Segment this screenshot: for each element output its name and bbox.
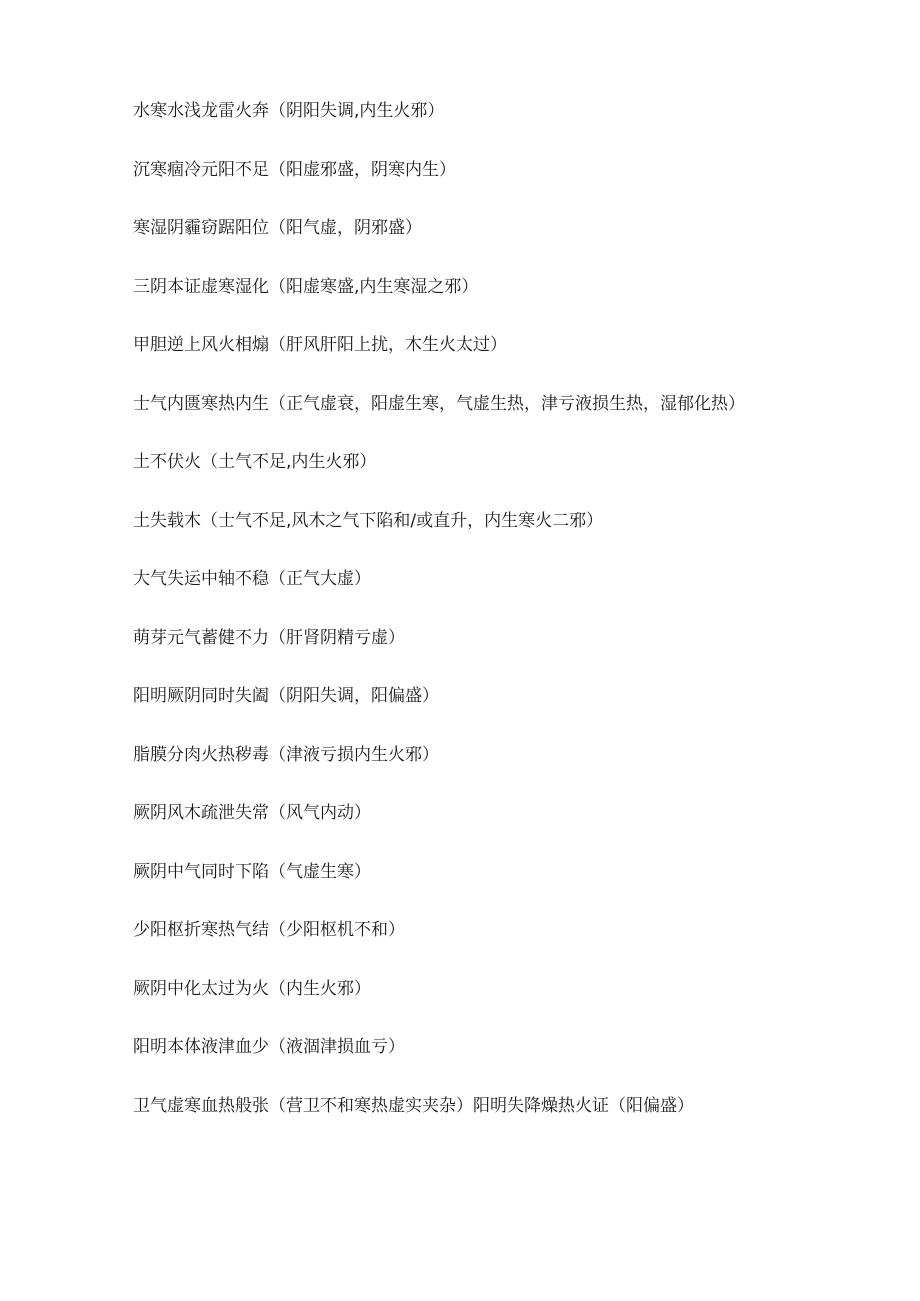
text-line: 卫气虚寒血热般张（营卫不和寒热虚实夹杂）阳明失降燥热火证（阳偏盛） — [133, 1095, 694, 1116]
text-line: 寒湿阴霾窃踞阳位（阳气虚，阴邪盛） — [133, 218, 422, 238]
text-line: 厥阴风木疏泄失常（风气内动） — [133, 803, 371, 823]
text-line: 土失载木（士气不足,风木之气下陷和/或直升，内生寒火二邪） — [133, 510, 604, 531]
text-line: 少阳枢折寒热气结（少阳枢机不和） — [133, 920, 405, 940]
text-line: 阳明厥阴同时失阖（阴阳失调，阳偏盛） — [133, 686, 439, 706]
text-line: 大气失运中轴不稳（正气大虚） — [133, 569, 371, 589]
text-line: 甲胆逆上风火相煽（肝风肝阳上扰，木生火太过） — [133, 335, 507, 355]
text-lines — [133, 98, 745, 1151]
text-line: 土不伏火（土气不足,内生火邪） — [133, 452, 377, 472]
text-line: 厥阴中气同时下陷（气虚生寒） — [133, 861, 371, 882]
text-line: 士气内匮寒热内生（正气虚衰，阳虚生寒，气虚生热，津亏液损生热，湿郁化热） — [133, 393, 745, 414]
text-line: 厥阴中化太过为火（内生火邪） — [133, 978, 371, 999]
text-line: 三阴本证虚寒湿化（阳虚寒盛,内生寒湿之邪） — [133, 276, 479, 297]
text-line: 阳明本体液津血少（液涸津损血亏） — [133, 1037, 405, 1057]
text-line: 萌芽元气蓄健不力（肝肾阴精亏虚） — [133, 627, 405, 648]
text-line: 水寒水浅龙雷火奔（阴阳失调,内生火邪） — [133, 101, 445, 121]
text-line: 脂膜分肉火热秽毒（津液亏损内生火邪） — [133, 744, 439, 765]
text-line: 沉寒痼冷元阳不足（阳虚邪盛，阴寒内生） — [133, 159, 456, 180]
